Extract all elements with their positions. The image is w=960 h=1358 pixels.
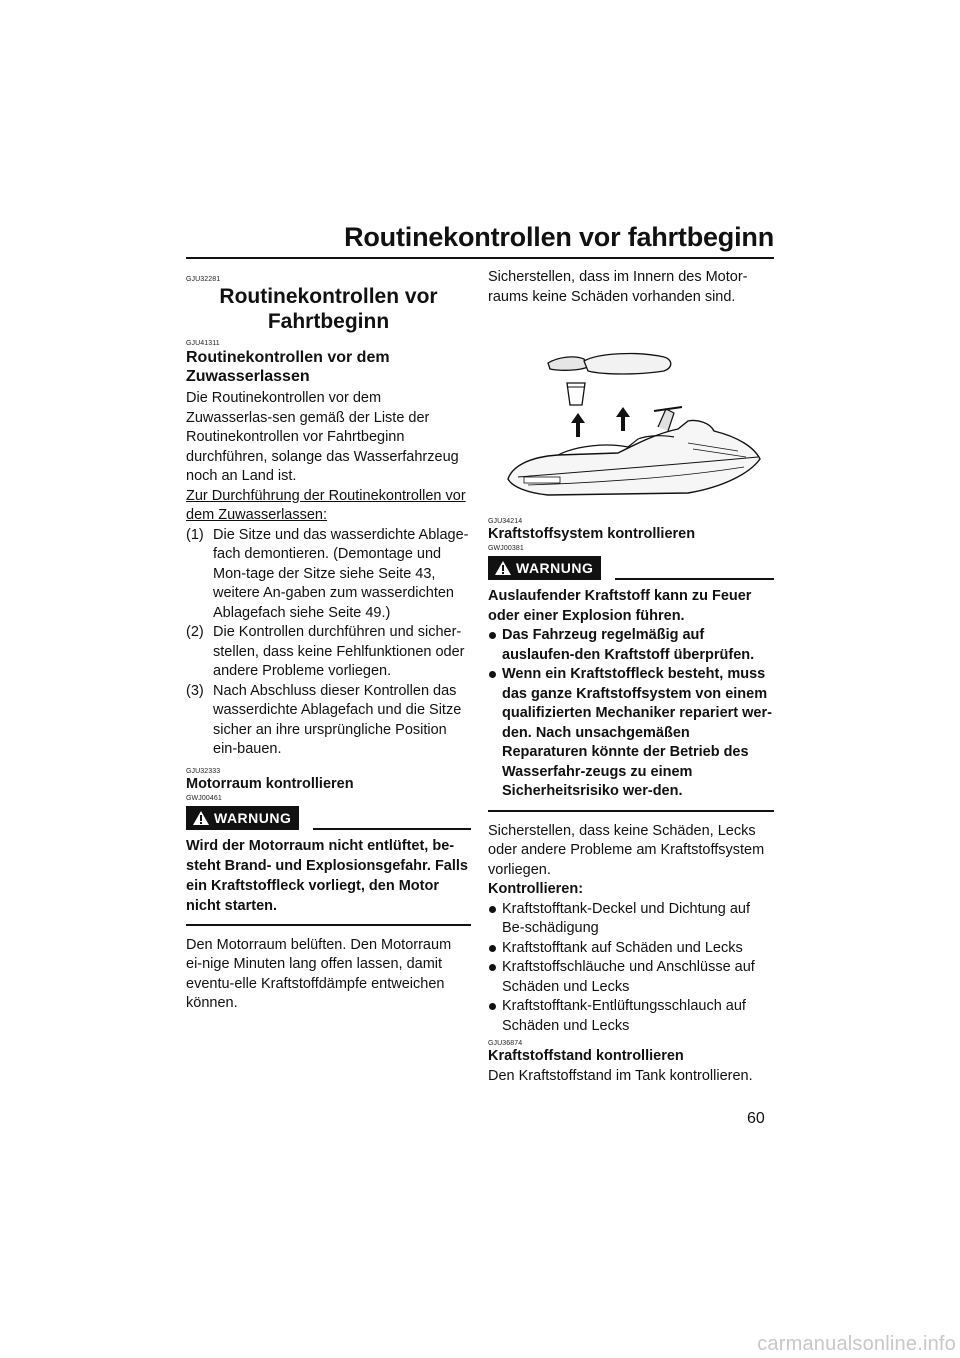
section-body: Den Kraftstoffstand im Tank kontrollieren. (488, 1068, 753, 1084)
warning-triangle-icon (192, 810, 210, 826)
header-rule (186, 257, 774, 259)
check-item: Kraftstofftank-Deckel und Dichtung auf Be-schädigung (488, 900, 774, 939)
warning-bullet-list (488, 626, 774, 802)
warning-badge (186, 806, 299, 830)
check-item: Kraftstofftank-Entlüftungsschlauch auf Schäden und Lecks (488, 997, 774, 1036)
section-title-kraftstoffstand: Kraftstoffstand kontrollieren (488, 1048, 684, 1064)
warning-bottom-rule (488, 810, 774, 812)
underlined-instruction: Zur Durchführung der Routinekontrollen vor dem Zuwasserlassen: (186, 487, 466, 523)
section-body: Den Motorraum belüften. Den Motorraum ei-nige Minuten lang offen lassen, damit eventu-elle Kraftstoffdämpfe entweichen können. (186, 936, 452, 1011)
chapter-title (186, 284, 471, 334)
step-text: Die Sitze und das wasserdichte Ablage-fach demontieren. (Demontage und Mon-tage der Sitze siehe Seite 43, weitere An-gaben zum wasserdichten Ablagefach siehe Seite 49.) (213, 526, 469, 621)
step-text: Nach Abschluss dieser Kontrollen das wasserdichte Ablagefach und die Sitze sicher an ihre ursprüngliche Position ein-bauen. (213, 682, 462, 757)
step-text: Die Kontrollen durchführen und sicher-stellen, dass keine Fehlfunktionen oder andere Probleme vorliegen. (213, 624, 465, 679)
jet-ski-illustration (488, 317, 774, 507)
ref-code: GWJ00461 (186, 794, 222, 802)
step-number: (2) (186, 624, 204, 640)
check-list (488, 900, 774, 1037)
check-label: Kontrollieren: (488, 881, 584, 897)
step-item (186, 623, 471, 682)
section-title-kraftstoffsystem: Kraftstoffsystem kontrollieren (488, 526, 696, 542)
ref-code: GJU32281 (186, 276, 221, 283)
warning-bullet: Wenn ein Kraftstoffleck besteht, muss das ganze Kraftstoffsystem von einem qualifizierten Mechaniker repariert wer-den. Nach unsachgemäßen Reparaturen könnte der Betrieb des Wasserfahr-zeugs zu einem Sicherheitsrisiko wer-den. (488, 665, 774, 802)
step-item (186, 526, 471, 624)
check-item: Kraftstoffschläuche und Anschlüsse auf Schäden und Lecks (488, 958, 774, 997)
warning-triangle-icon (494, 560, 512, 576)
warning-bottom-rule (186, 924, 471, 926)
right-column (488, 268, 774, 1087)
warning-rule (615, 578, 774, 580)
step-number: (1) (186, 526, 204, 543)
page-number: 60 (747, 1110, 765, 1127)
warning-label: WARNUNG (516, 560, 594, 576)
warning-text: Auslaufender Kraftstoff kann zu Feuer oder einer Explosion führen. (488, 588, 752, 624)
section-body: Sicherstellen, dass keine Schäden, Lecks oder andere Probleme am Kraftstoffsystem vorliegen. (488, 822, 765, 878)
step-item (186, 682, 471, 760)
warning-bullet: Das Fahrzeug regelmäßig auf auslaufen-den Kraftstoff überprüfen. (488, 626, 774, 665)
ref-code: GWJ00381 (488, 545, 524, 552)
step-number: (3) (186, 682, 204, 699)
chapter-title-line2: Fahrtbeginn (267, 310, 390, 333)
warning-header (186, 806, 471, 830)
section-intro: Die Routinekontrollen vor dem Zuwasserlas-sen gemäß der Liste der Routinekontrollen vor Fahrtbeginn durchführen, solange das Wasserfahrzeug noch an Land ist. (186, 390, 459, 484)
chapter-title-line1: Routinekontrollen vor (219, 285, 438, 308)
warning-text: Wird der Motorraum nicht entlüftet, be-steht Brand- und Explosionsgefahr. Falls ein Kraftstoffleck vorliegt, den Motor nicht starten. (186, 837, 468, 914)
intro-text: Sicherstellen, dass im Innern des Motor-raums keine Schäden vorhanden sind. (488, 269, 748, 305)
warning-badge (488, 556, 601, 580)
warning-rule (313, 828, 471, 830)
ref-code: GJU41311 (186, 340, 220, 347)
watermark: carmanualsonline.info (757, 1333, 956, 1355)
section-title-motorraum: Motorraum kontrollieren (186, 775, 354, 792)
page-header-title: Routinekontrollen vor fahrtbeginn (344, 222, 774, 252)
ref-code: GJU36874 (488, 1040, 523, 1047)
section-title-zuwasserlassen: Routinekontrollen vor dem Zuwasserlassen (186, 349, 390, 385)
ref-code: GJU34214 (488, 518, 523, 525)
ref-code: GJU32333 (186, 767, 221, 775)
warning-header (488, 556, 774, 580)
check-item: Kraftstofftank auf Schäden und Lecks (488, 939, 774, 959)
left-column (186, 276, 471, 1014)
step-list (186, 526, 471, 760)
warning-label: WARNUNG (214, 809, 292, 826)
